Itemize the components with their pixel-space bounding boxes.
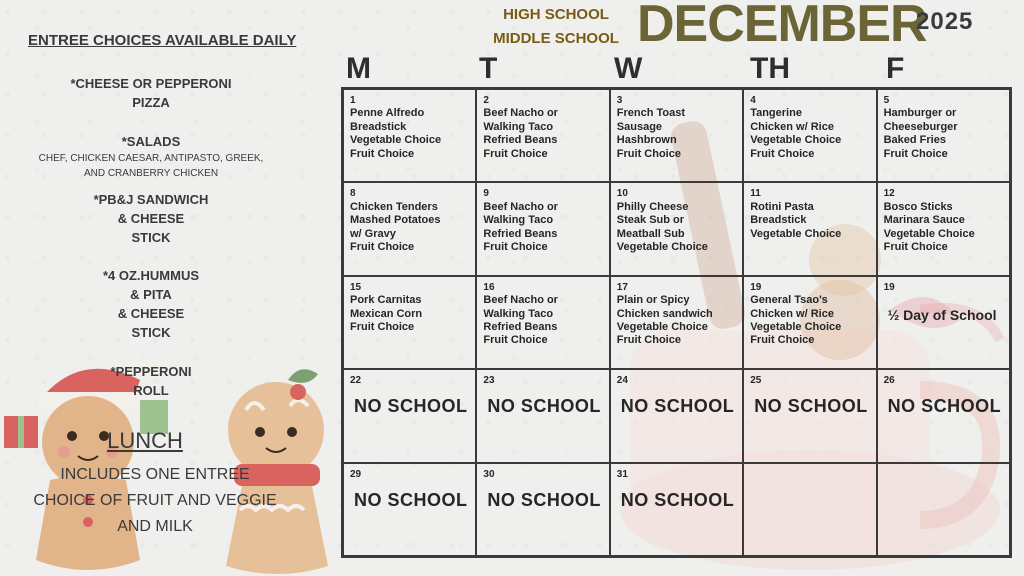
entree-item-line: *CHEESE OR PEPPERONI	[70, 76, 232, 91]
entree-item-subline: CHEF, CHICKEN CAESAR, ANTIPASTO, GREEK,	[38, 153, 264, 164]
calendar-day-cell	[476, 463, 609, 556]
entree-item-subline: AND CRANBERRY CHICKEN	[83, 168, 219, 179]
calendar-day-cell	[476, 276, 609, 369]
day-header-tuesday: T	[479, 52, 498, 85]
menu-item: Fruit Choice	[483, 147, 548, 160]
calendar-grid	[341, 87, 1012, 558]
menu-item: Baked Fries	[883, 134, 946, 147]
menu-item: Sausage	[616, 120, 663, 133]
calendar-day-cell	[343, 182, 476, 275]
calendar-day-cell	[610, 276, 743, 369]
menu-item: Fruit Choice	[350, 147, 415, 160]
day-header-monday: M	[346, 52, 371, 85]
menu-item: Rotini Pasta	[750, 200, 814, 213]
menu-item: Vegetable Choice	[883, 227, 975, 240]
calendar-day-cell	[877, 182, 1010, 275]
entree-item	[0, 362, 326, 400]
menu-item: Fruit Choice	[616, 334, 681, 347]
no-school-label: NO SCHOOL	[487, 489, 601, 510]
menu-item: Pork Carnitas	[350, 294, 422, 307]
calendar-day-cell	[743, 182, 876, 275]
menu-item: Philly Cheese	[616, 200, 689, 213]
day-number: 12	[883, 188, 895, 200]
menu-item: Walking Taco	[483, 214, 554, 227]
menu-item: Fruit Choice	[883, 241, 948, 254]
menu-item: Vegetable Choice	[616, 241, 708, 254]
day-number: 24	[616, 375, 628, 387]
menu-item: Walking Taco	[483, 307, 554, 320]
calendar-day-cell	[343, 369, 476, 462]
calendar-day-cell	[610, 182, 743, 275]
menu-item: Chicken sandwich	[616, 307, 713, 320]
menu-item: Chicken w/ Rice	[750, 307, 834, 320]
menu-item: Fruit Choice	[350, 321, 415, 334]
day-number: 17	[616, 281, 628, 293]
entree-item	[0, 132, 326, 181]
no-school-label: NO SCHOOL	[354, 396, 468, 417]
calendar-day-cell	[877, 369, 1010, 462]
menu-item: Fruit Choice	[750, 147, 815, 160]
no-school-label: NO SCHOOL	[754, 396, 868, 417]
calendar-day-cell	[343, 276, 476, 369]
menu-item: Marinara Sauce	[883, 214, 965, 227]
entree-item-line: *PB&J SANDWICH	[93, 192, 209, 207]
lunch-description	[30, 462, 280, 540]
day-number: 8	[350, 188, 356, 200]
menu-item: Beef Nacho or	[483, 200, 558, 213]
menu-item: w/ Gravy	[350, 227, 396, 240]
menu-item: Vegetable Choice	[750, 227, 842, 240]
entree-item-line: *SALADS	[121, 134, 181, 149]
calendar-day-cell	[743, 89, 876, 182]
entree-item-line: & CHEESE	[117, 211, 185, 226]
menu-item: Refried Beans	[483, 227, 558, 240]
calendar-day-cell	[877, 89, 1010, 182]
menu-item: Breadstick	[750, 214, 807, 227]
day-number: 15	[350, 281, 362, 293]
calendar-day-cell	[743, 369, 876, 462]
calendar-day-cell	[476, 89, 609, 182]
menu-item: Meatball Sub	[616, 227, 685, 240]
calendar-day-cell	[877, 276, 1010, 369]
day-number: 19	[750, 281, 762, 293]
entree-item-line: PIZZA	[132, 95, 170, 110]
day-number: 30	[483, 468, 495, 480]
no-school-label: NO SCHOOL	[354, 489, 468, 510]
day-number: 19	[883, 281, 895, 293]
day-number: 2	[483, 95, 489, 106]
entree-item-line: ROLL	[133, 383, 169, 398]
calendar-day-cell	[343, 89, 476, 182]
calendar-day-cell	[743, 463, 876, 556]
menu-item: Fruit Choice	[883, 147, 948, 160]
entree-item	[0, 74, 326, 112]
menu-item: Refried Beans	[483, 134, 558, 147]
menu-item: Tangerine	[750, 107, 802, 120]
day-number: 9	[483, 188, 489, 200]
day-number: 4	[750, 95, 756, 106]
day-number: 3	[616, 95, 623, 106]
half-day-label: ½ Day of School	[887, 306, 997, 323]
day-header-friday: F	[886, 52, 905, 85]
menu-item: Fruit Choice	[483, 241, 548, 254]
day-number: 22	[350, 375, 362, 387]
no-school-label: NO SCHOOL	[887, 396, 1002, 417]
calendar-day-cell	[877, 463, 1010, 556]
lunch-line: CHOICE OF FRUIT AND VEGGIE	[33, 492, 277, 509]
menu-item: Bosco Sticks	[883, 200, 953, 213]
menu-item: Vegetable Choice	[616, 321, 708, 334]
entree-item-line: STICK	[131, 325, 171, 340]
menu-item: Hamburger or	[883, 107, 957, 120]
menu-item: French Toast	[616, 107, 686, 120]
day-number: 5	[883, 95, 890, 106]
entree-item-line: STICK	[131, 230, 171, 245]
entree-item-line: & CHEESE	[117, 306, 185, 321]
menu-item: Fruit Choice	[350, 241, 415, 254]
lunch-title: LUNCH	[107, 428, 183, 453]
day-header-thursday: TH	[750, 52, 790, 85]
entree-item-line: & PITA	[130, 287, 172, 302]
menu-item: Walking Taco	[483, 120, 554, 133]
entree-item-line: *4 OZ.HUMMUS	[102, 268, 200, 283]
calendar-day-cell	[743, 276, 876, 369]
menu-item: Fruit Choice	[750, 334, 815, 347]
menu-item: Steak Sub or	[616, 214, 685, 227]
no-school-label: NO SCHOOL	[620, 396, 735, 417]
menu-item: Cheeseburger	[883, 120, 958, 133]
menu-item: Vegetable Choice	[350, 134, 442, 147]
menu-item: Fruit Choice	[483, 334, 548, 347]
lunch-line: INCLUDES ONE ENTREE	[60, 466, 250, 483]
calendar-day-cell	[343, 463, 476, 556]
day-number: 25	[750, 375, 762, 387]
menu-item: Beef Nacho or	[483, 294, 558, 307]
no-school-label: NO SCHOOL	[487, 396, 601, 417]
day-number: 10	[616, 188, 628, 200]
menu-item: Chicken w/ Rice	[750, 120, 834, 133]
day-number: 11	[750, 188, 761, 200]
month-title: DECEMBER	[637, 0, 927, 53]
menu-item: Plain or Spicy	[616, 294, 690, 307]
day-number: 31	[616, 468, 628, 480]
menu-item: Refried Beans	[483, 321, 558, 334]
menu-item: Beef Nacho or	[483, 107, 558, 120]
menu-item: Vegetable Choice	[750, 134, 842, 147]
menu-item: Hashbrown	[616, 134, 677, 147]
menu-item: Mexican Corn	[350, 307, 423, 320]
calendar-day-cell	[476, 182, 609, 275]
school-line-high-school: HIGH SCHOOL	[503, 6, 609, 23]
day-number: 26	[883, 375, 895, 387]
menu-item: General Tsao's	[750, 294, 828, 307]
entree-choices-title: ENTREE CHOICES AVAILABLE DAILY	[28, 32, 297, 49]
menu-item: Vegetable Choice	[750, 321, 842, 334]
calendar-day-cell	[476, 369, 609, 462]
menu-item: Chicken Tenders	[350, 200, 438, 213]
entree-item	[0, 266, 326, 342]
menu-item: Breadstick	[350, 120, 407, 133]
menu-item: Penne Alfredo	[350, 107, 425, 120]
menu-item: Fruit Choice	[616, 147, 681, 160]
day-number: 23	[483, 375, 495, 387]
menu-item: Mashed Potatoes	[350, 214, 441, 227]
entree-item-line: *PEPPERONI	[110, 364, 192, 379]
day-number: 29	[350, 468, 362, 480]
calendar-day-cell	[610, 463, 743, 556]
day-header-wednesday: W	[614, 52, 643, 85]
day-number: 16	[483, 281, 495, 293]
calendar-day-cell	[610, 89, 743, 182]
day-number: 1	[350, 95, 356, 106]
year-label: 2025	[916, 8, 974, 35]
calendar-day-cell	[610, 369, 743, 462]
entree-item	[0, 190, 326, 247]
lunch-line: AND MILK	[117, 518, 193, 535]
school-line-middle-school: MIDDLE SCHOOL	[493, 30, 619, 47]
no-school-label: NO SCHOOL	[620, 489, 735, 510]
